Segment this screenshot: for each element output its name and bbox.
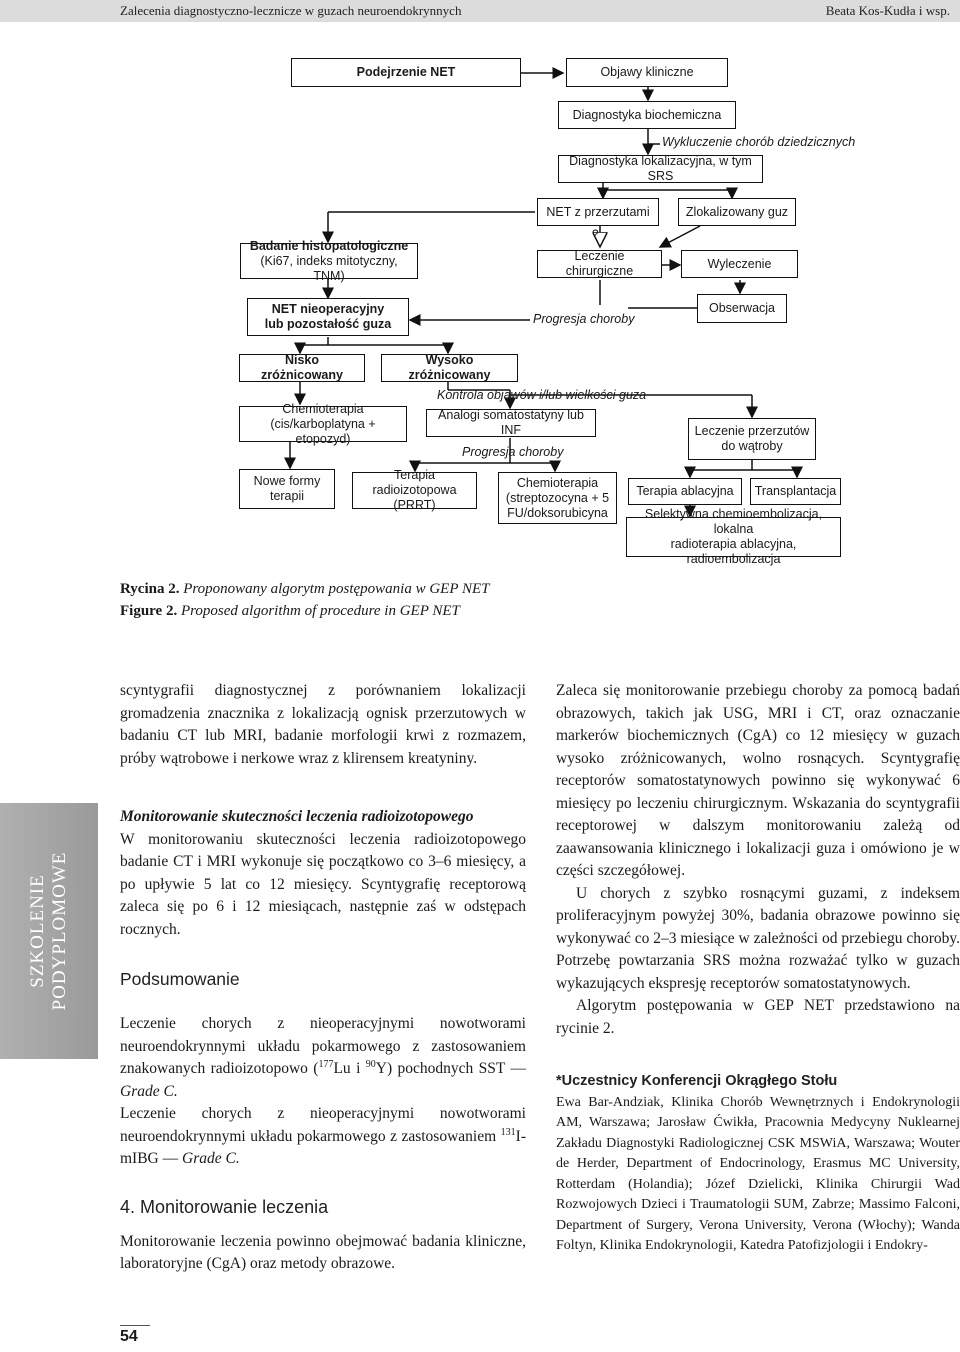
side-tab	[0, 803, 98, 1059]
caption-pl-text: Proponowany algorytm postępowania w GEP NET	[183, 581, 490, 597]
left-paragraph-5: Monitorowanie leczenia powinno obejmować badania kliniczne, laboratoryjne (CgA) oraz metody obrazowe.	[120, 1232, 526, 1272]
label-progresja-1: Progresja choroby	[533, 312, 635, 326]
left-paragraph-1: scyntygrafii diagnostycznej z porównaniem lokalizacji gromadzenia znacznika z lokalizacją ognisk przerzutowych w badaniu CT lub MRI, badanie morfologii krwi z rozmazem, próby wątrobowe i nerkowe wraz z klirensem kreatyniny.	[120, 682, 526, 767]
nowe-line2: terapii	[269, 489, 305, 503]
right-paragraph-1: Zaleca się monitorowanie przebiegu choroby za pomocą badań obrazowych, takich jak USG, MRI i CT, oraz oznaczanie markerów biochemicznych (CgA) co 12 miesięcy w guzach wysoko zróżnicowanych, wolno rosnących. Scyntygrafię receptorów somatostatynowych powinno się wykonywać 6 miesięcy po leczeniu chirurgicznym. Wskazania do scyntygrafii receptorowej w dalszym monitorowaniu zależą od zaawansowania klinicznego i lokalizacji guza i omówiono je w części szczegółowej.	[556, 682, 960, 879]
box-terapia-ablacyjna: Terapia ablacyjna	[628, 478, 742, 505]
caption-en-label: Figure 2.	[120, 603, 178, 619]
question-mark: ?	[592, 227, 599, 241]
label-progresja-2: Progresja choroby	[462, 445, 564, 459]
chemio2-line3: FU/doksorubicyna	[507, 505, 608, 520]
nieoperacyjny-line1: NET nieoperacyjny	[271, 302, 385, 316]
page-number-rule	[120, 1325, 150, 1326]
p3-sup-lu: 177	[318, 1058, 334, 1070]
terapia-line2: radioizotopowa (PRRT)	[372, 483, 457, 512]
side-tab-line1: SZKOLENIE	[27, 874, 48, 988]
caption-en-text: Proposed algorithm of procedure in GEP NET	[180, 603, 460, 619]
p4-grade: Grade C.	[182, 1150, 240, 1167]
flowchart	[0, 40, 960, 570]
heading-podsumowanie: Podsumowanie	[120, 969, 240, 989]
caption-pl-label: Rycina 2.	[120, 581, 180, 597]
running-head-title: Zalecenia diagnostyczno-lecznicze w guzach neuroendokrynnych	[120, 3, 462, 18]
caption-pl	[120, 581, 490, 598]
badanie-line2: (Ki67, indeks mitotyczny, TNM)	[260, 253, 398, 283]
chemio2-line2: (streptozocyna + 5	[505, 490, 610, 505]
box-leczenie-chirurgiczne: Leczenie chirurgiczne	[537, 250, 662, 278]
left-paragraph-3	[120, 1013, 526, 1103]
label-kontrola: Kontrola objawów i/lub wielkości guza	[437, 388, 647, 402]
selektywna-line2: radioterapia ablacyjna, radioembolizacja	[670, 537, 797, 566]
left-column	[120, 680, 526, 1276]
box-chemioterapia-2	[498, 472, 617, 524]
heading-section-4: 4. Monitorowanie leczenia	[120, 1196, 329, 1217]
badanie-line1: Badanie histopatologiczne	[249, 238, 409, 253]
subhead-monitorowanie: Monitorowanie skuteczności leczenia radioizotopowego	[120, 808, 474, 825]
box-analogi: Analogi somatostatyny lub INF	[426, 409, 596, 437]
box-zlokalizowany-guz: Zlokalizowany guz	[678, 198, 796, 226]
running-head	[0, 0, 960, 22]
box-diagnostyka-lokalizacyjna: Diagnostyka lokalizacyjna, w tym SRS	[558, 155, 763, 183]
box-chemioterapia-1	[239, 401, 407, 446]
box-nowe-formy	[239, 469, 335, 509]
box-badanie-histopatologiczne	[240, 238, 418, 283]
selektywna-line1: Selektywna chemioembolizacja, lokalna	[644, 507, 823, 536]
box-wyleczenie: Wyleczenie	[681, 250, 798, 278]
box-leczenie-przerzutow	[688, 418, 816, 460]
left-paragraph-2: W monitorowaniu skuteczności leczenia radioizotopowego badanie CT i MRI wykonuje się początkowo co 3–6 miesięcy, a po upływie 5 lat co 12 miesięcy. Scyntygrafię receptorową zaleca się po 6 i 12 miesiącach, następnie zaś w odstępach rocznych.	[120, 830, 526, 938]
chemio2-line1: Chemioterapia	[516, 475, 599, 490]
p4-part-a: Leczenie chorych z nieoperacyjnymi nowotworami neuroendokrynnymi układu pokarmowego z zastosowaniem	[120, 1105, 526, 1145]
box-podejrzenie: Podejrzenie NET	[291, 58, 521, 87]
terapia-line1: Terapia	[394, 468, 435, 482]
p3-grade: Grade C.	[120, 1082, 178, 1100]
box-wysoko-zroznicowany: Wysoko zróżnicowany	[381, 354, 518, 382]
side-tab-text	[27, 852, 71, 1011]
box-nisko-zroznicowany: Nisko zróżnicowany	[239, 354, 365, 382]
p3-part-a: Leczenie chorych z nieoperacyjnymi nowotworami neuroendokrynnymi układu pokarmowego z zastosowaniem znakowanych radioizotopowo (	[120, 1015, 526, 1077]
nieoperacyjny-line2: lub pozostałość guza	[264, 317, 392, 331]
p4-part-b: I-mIBG —	[120, 1127, 526, 1167]
participants-heading: *Uczestnicy Konferencji Okrągłego Stołu	[556, 1073, 838, 1089]
box-net-nieoperacyjny	[247, 298, 409, 336]
chemio1-line1: Chemioterapia	[282, 401, 364, 416]
page-number: 54	[120, 1328, 138, 1345]
box-transplantacja: Transplantacja	[750, 478, 841, 505]
box-diagnostyka-biochemiczna: Diagnostyka biochemiczna	[558, 101, 736, 129]
box-objawy: Objawy kliniczne	[566, 58, 728, 87]
box-net-z-przerzutami: NET z przerzutami	[537, 198, 659, 226]
leczenie-przerzutow-line2: do wątroby	[721, 439, 783, 453]
p3-part-c: Y) pochodnych SST —	[375, 1060, 526, 1077]
right-column	[556, 680, 960, 1257]
leczenie-przerzutow-line1: Leczenie przerzutów	[694, 424, 810, 438]
right-paragraph-2: U chorych z szybko rosnącymi guzami, z indeksem proliferacyjnym powyżej 30%, badania obrazowe powinno się wykonywać co 2–3 miesiące w zależności od przebiegu choroby. Potrzebę powtarzania SRS można rozważać tylko w guzach wykazujących ekspresję receptorów somatostatynowych.	[556, 884, 960, 992]
chemio1-line2: (cis/karboplatyna + etopozyd)	[270, 416, 376, 446]
p3-sup-y: 90	[365, 1058, 376, 1070]
box-selektywna	[626, 507, 841, 566]
side-tab-line2: PODYPLOMOWE	[49, 851, 70, 1011]
left-paragraph-4	[120, 1103, 526, 1171]
caption-en	[120, 603, 460, 620]
participants-list: Ewa Bar-Andziak, Klinika Chorób Wewnętrznych i Endokrynologii AM, Warszawa; Jarosław Ćwikła, Pracownia Medycyny Nuklearnej Zakładu Diagnostyki Radiologicznej CSK MSWiA, Warszawa; Wouter de Herder, Department of Endocrinology, Erasmus MC University, Rotterdam (Holandia); Józef Dzielicki, Klinika Chirurgii Wad Rozwojowych Dzieci i Traumatologii SUM, Zabrze; Massimo Falconi, Department of Surgery, Verona University, Verona (Włochy); Wanda Foltyn, Klinika Endokrynologii, Katedra Patofizjologii i Endokry-	[556, 1094, 960, 1253]
p3-part-b: Lu i	[333, 1060, 366, 1077]
label-wykluczenie: Wykluczenie chorób dziedzicznych	[662, 135, 856, 149]
p4-sup-i: 131	[500, 1126, 516, 1138]
right-paragraph-3: Algorytm postępowania w GEP NET przedstawiono na rycinie 2.	[556, 997, 960, 1037]
box-terapia-prrt	[352, 468, 477, 512]
nowe-line1: Nowe formy	[253, 474, 321, 488]
box-obserwacja: Obserwacja	[697, 294, 787, 323]
running-head-authors: Beata Kos-Kudła i wsp.	[825, 3, 950, 18]
